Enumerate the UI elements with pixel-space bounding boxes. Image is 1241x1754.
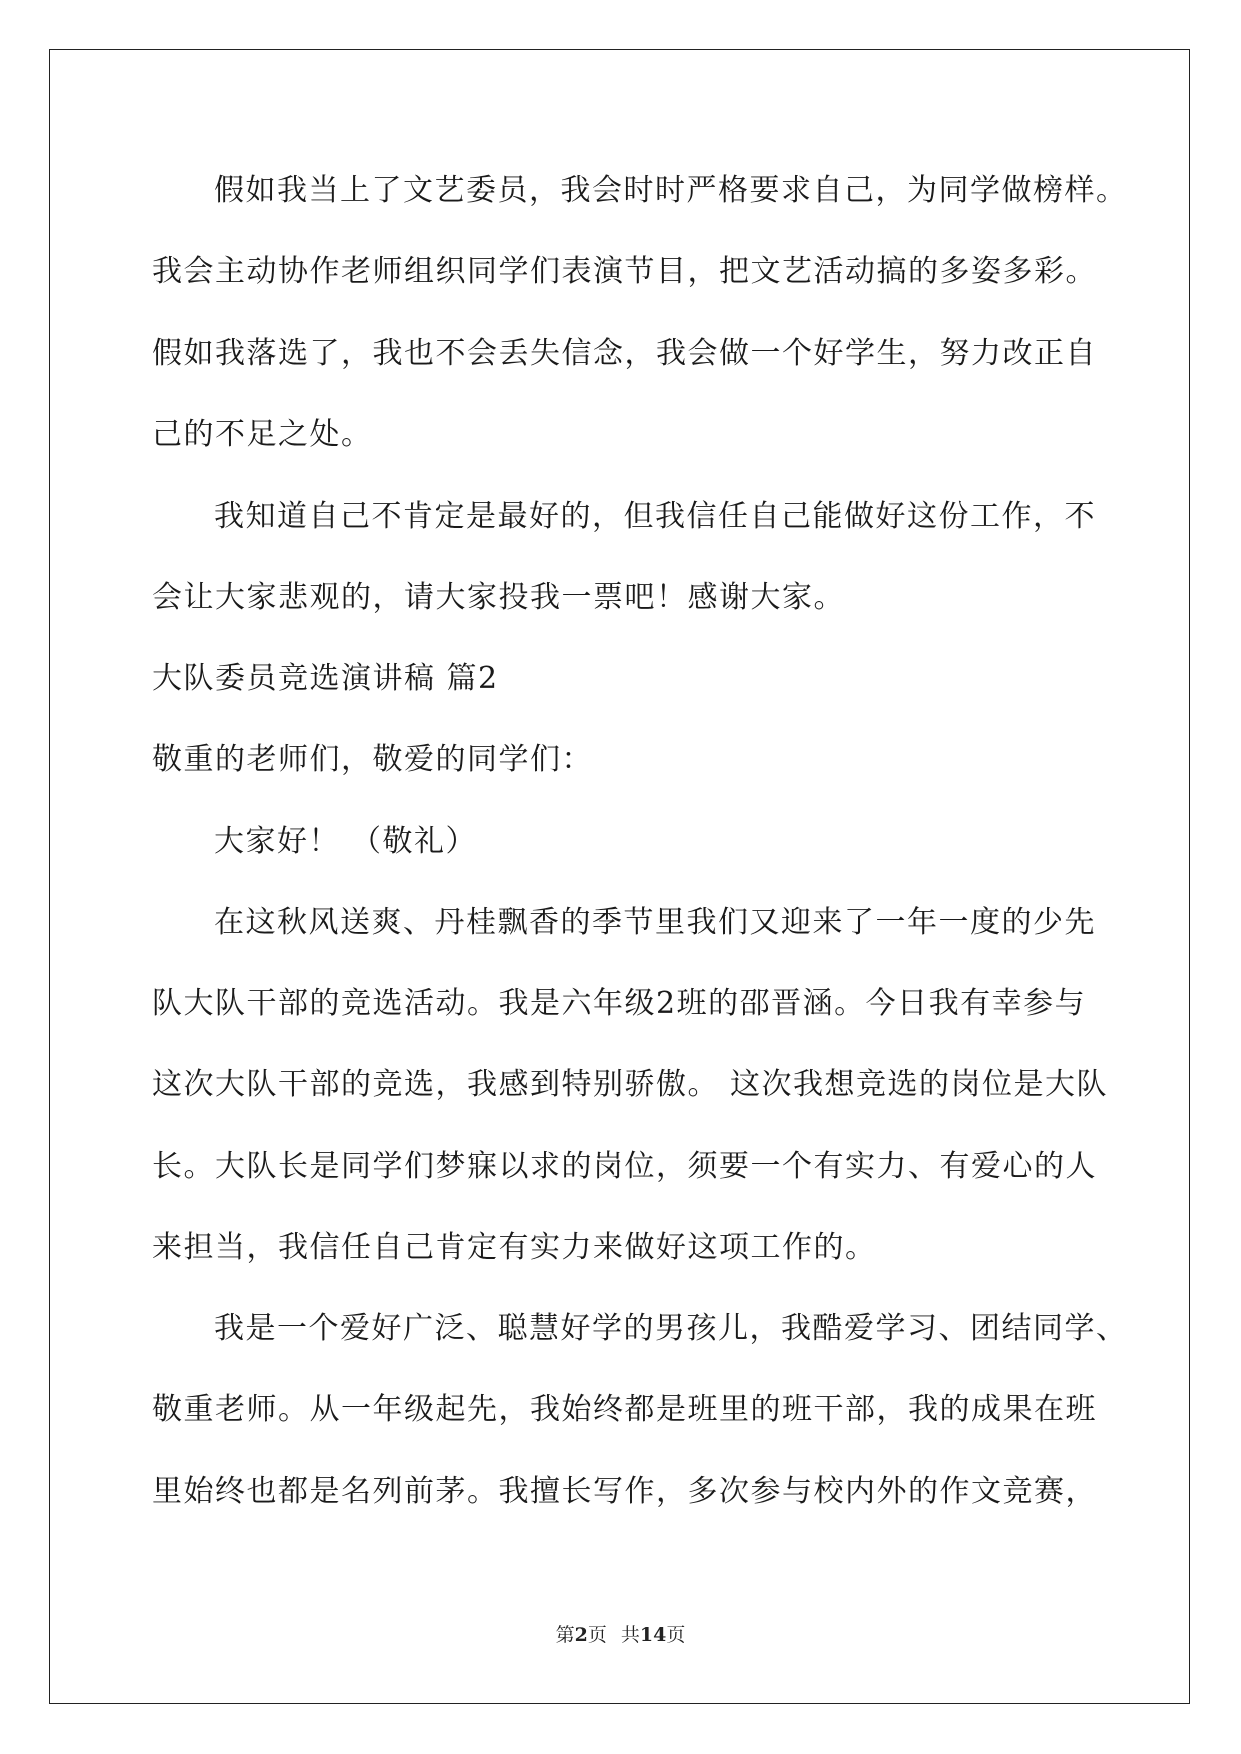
paragraph-line: 我知道自己不肯定是最好的，但我信任自己能做好这份工作，不 xyxy=(214,499,1096,534)
paragraph-line: 己的不足之处。 xyxy=(152,417,373,452)
paragraph-line: 里始终也都是名列前茅。我擅长写作，多次参与校内外的作文竞赛， xyxy=(152,1474,1097,1509)
total-pages: 14 xyxy=(639,1624,667,1646)
paragraph-line: 假如我当上了文艺委员，我会时时严格要求自己，为同学做榜样。 xyxy=(214,173,1128,208)
paragraph-line: 我会主动协作老师组织同学们表演节目，把文艺活动搞的多姿多彩。 xyxy=(152,254,1097,289)
total-unit: 页 xyxy=(666,1624,686,1646)
page-border xyxy=(49,49,1190,1704)
paragraph-line: 来担当，我信任自己肯定有实力来做好这项工作的。 xyxy=(152,1230,877,1265)
page-prefix: 第 xyxy=(555,1624,575,1646)
paragraph-line: 会让大家悲观的，请大家投我一票吧！感谢大家。 xyxy=(152,580,845,615)
paragraph-line: 队大队干部的竞选活动。我是六年级2班的邵晋涵。今日我有幸参与 xyxy=(152,986,1087,1021)
paragraph-line: 长。大队长是同学们梦寐以求的岗位，须要一个有实力、有爱心的人 xyxy=(152,1149,1097,1184)
page-number: 2 xyxy=(574,1624,588,1646)
page-unit: 页 xyxy=(587,1624,607,1646)
paragraph-line: 敬重老师。从一年级起先，我始终都是班里的班干部，我的成果在班 xyxy=(152,1392,1097,1427)
paragraph-line: 我是一个爱好广泛、聪慧好学的男孩儿，我酷爱学习、团结同学、 xyxy=(214,1311,1128,1346)
paragraph-line: 在这秋风送爽、丹桂飘香的季节里我们又迎来了一年一度的少先 xyxy=(214,905,1096,940)
paragraph-line: 这次大队干部的竞选，我感到特别骄傲。 这次我想竞选的岗位是大队 xyxy=(152,1067,1109,1102)
section-heading: 大队委员竞选演讲稿 篇2 xyxy=(152,661,499,696)
paragraph-line: 假如我落选了，我也不会丢失信念，我会做一个好学生，努力改正自 xyxy=(152,336,1097,371)
salutation: 敬重的老师们，敬爱的同学们： xyxy=(152,742,593,777)
total-prefix: 共 xyxy=(620,1624,640,1646)
greeting: 大家好！ （敬礼） xyxy=(214,824,478,859)
page-footer xyxy=(0,1623,1241,1647)
